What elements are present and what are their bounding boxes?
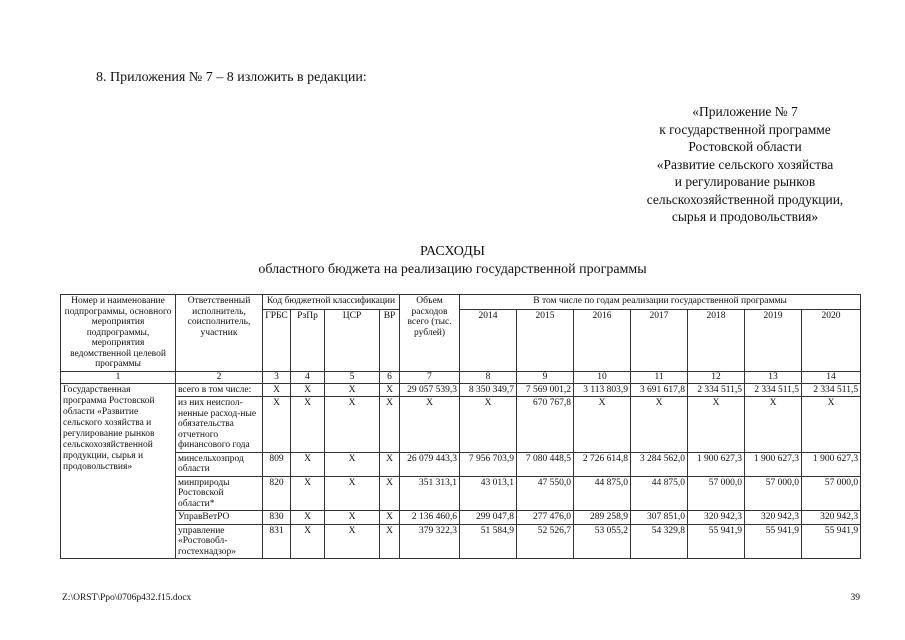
row-year-value: 8 350 349,7 [460, 383, 517, 397]
row-year-value: 289 258,9 [574, 511, 631, 525]
column-number: 7 [400, 371, 460, 383]
row-grbs: 831 [263, 524, 291, 559]
row-year-value: 1 900 627,3 [802, 452, 861, 476]
column-number: 13 [745, 371, 802, 383]
row-year-value: 2 334 511,5 [802, 383, 861, 397]
row-year-value: 670 767,8 [517, 397, 574, 453]
row-executor: минприроды Ростовской области* [176, 476, 263, 511]
column-number: 9 [517, 371, 574, 383]
row-executor: минсельхозпрод области [176, 452, 263, 476]
appendix-line: сырья и продовольствия» [671, 209, 819, 224]
row-vr: X [380, 383, 400, 397]
appendix-line: «Развитие сельского хозяйства [656, 156, 834, 172]
row-total: 26 079 443,3 [400, 452, 460, 476]
row-year-value: 3 284 562,0 [631, 452, 688, 476]
row-executor: всего в том числе: [176, 383, 263, 397]
appendix-block [600, 103, 890, 226]
row-csr: X [325, 383, 380, 397]
row-year-value: 299 047,8 [460, 511, 517, 525]
document-subtitle: областного бюджета на реализацию государственной программы [258, 262, 647, 277]
row-year-value: 52 526,7 [517, 524, 574, 559]
row-grbs: 809 [263, 452, 291, 476]
row-year-value: 57 000,0 [688, 476, 745, 511]
appendix-line: сельскохозяйственной продукции, [646, 191, 844, 207]
row-grbs: X [263, 397, 291, 453]
row-csr: X [325, 397, 380, 453]
header-volume: Объем расходов всего (тыс. рублей) [400, 295, 460, 372]
row-year-value: 55 941,9 [745, 524, 802, 559]
row-csr: X [325, 476, 380, 511]
row-rzpr: X [291, 511, 325, 525]
row-year-value: 2 334 511,5 [688, 383, 745, 397]
appendix-line: Ростовской области [688, 139, 802, 154]
row-year-value: 43 013,1 [460, 476, 517, 511]
column-number-row [61, 371, 861, 383]
appendix-line: «Приложение № 7 [692, 104, 798, 119]
row-year-value: 320 942,3 [745, 511, 802, 525]
row-year-value: 1 900 627,3 [745, 452, 802, 476]
column-number: 6 [380, 371, 400, 383]
row-year-value: X [631, 397, 688, 453]
table-row [61, 397, 861, 453]
row-year-value: 3 113 803,9 [574, 383, 631, 397]
row-vr: X [380, 524, 400, 559]
row-year-value: 320 942,3 [688, 511, 745, 525]
row-rzpr: X [291, 524, 325, 559]
expenses-table [60, 294, 861, 559]
page-number: 39 [850, 593, 860, 603]
row-grbs: X [263, 383, 291, 397]
header-by-years: В том числе по годам реализации государственной программы [460, 295, 861, 310]
header-year: 2014 [460, 309, 517, 371]
header-vr: ВР [380, 309, 400, 371]
table-row [61, 476, 861, 511]
table-row [61, 524, 861, 559]
header-year: 2019 [745, 309, 802, 371]
header-csr: ЦСР [325, 309, 380, 371]
table-row [61, 383, 861, 397]
row-rzpr: X [291, 397, 325, 453]
row-year-value: 55 941,9 [802, 524, 861, 559]
row-year-value: 7 080 448,5 [517, 452, 574, 476]
column-number: 8 [460, 371, 517, 383]
column-number: 2 [176, 371, 263, 383]
row-executor: управление «Ростовобл-гостехнадзор» [176, 524, 263, 559]
row-rzpr: X [291, 476, 325, 511]
row-year-value: 53 055,2 [574, 524, 631, 559]
header-year: 2020 [802, 309, 861, 371]
appendix-line: к государственной программе [659, 121, 831, 137]
row-year-value: 277 476,0 [517, 511, 574, 525]
row-grbs: 820 [263, 476, 291, 511]
header-rzpr: РзПр [291, 309, 325, 371]
header-grbs: ГРБС [263, 309, 291, 371]
row-year-value: 44 875,0 [631, 476, 688, 511]
row-year-value: 307 851,0 [631, 511, 688, 525]
appendix-line: и регулирование рынков [674, 174, 816, 189]
row-year-value: 57 000,0 [745, 476, 802, 511]
header-year: 2018 [688, 309, 745, 371]
column-number: 1 [61, 371, 176, 383]
intro-text: 8. Приложения № 7 – 8 изложить в редакции: [96, 70, 367, 85]
row-year-value: 55 941,9 [688, 524, 745, 559]
row-year-value: X [688, 397, 745, 453]
row-rzpr: X [291, 383, 325, 397]
row-total: 2 136 460,6 [400, 511, 460, 525]
row-year-value: 7 956 703,9 [460, 452, 517, 476]
column-number: 3 [263, 371, 291, 383]
row-year-value: X [745, 397, 802, 453]
column-number: 10 [574, 371, 631, 383]
row-total: X [400, 397, 460, 453]
row-total: 379 322,3 [400, 524, 460, 559]
row-year-value: X [574, 397, 631, 453]
header-budget-code: Код бюджетной классификации [263, 295, 400, 310]
row-year-value: 320 942,3 [802, 511, 861, 525]
column-number: 4 [291, 371, 325, 383]
column-number: 14 [802, 371, 861, 383]
column-number: 11 [631, 371, 688, 383]
row-csr: X [325, 452, 380, 476]
row-year-value: X [460, 397, 517, 453]
footer-file-path: Z:\ORST\Ppo\0706p432.f15.docx [62, 593, 192, 603]
row-year-value: 2 334 511,5 [745, 383, 802, 397]
row-year-value: 7 569 001,2 [517, 383, 574, 397]
row-total: 351 313,1 [400, 476, 460, 511]
header-year: 2017 [631, 309, 688, 371]
row-executor: из них неиспол-ненные расход-ные обязательства отчетного финансового года [176, 397, 263, 453]
row-csr: X [325, 524, 380, 559]
row-executor: УправВетРО [176, 511, 263, 525]
row-vr: X [380, 476, 400, 511]
table-row [61, 511, 861, 525]
column-number: 5 [325, 371, 380, 383]
header-year: 2015 [517, 309, 574, 371]
header-name: Номер и наименование подпрограммы, основного мероприятия подпрограммы, мероприятия ведомственной целевой программы [61, 295, 176, 372]
row-year-value: 1 900 627,3 [688, 452, 745, 476]
row-year-value: 44 875,0 [574, 476, 631, 511]
document-title: РАСХОДЫ [420, 244, 485, 259]
row-year-value: 54 329,8 [631, 524, 688, 559]
row-year-value: 57 000,0 [802, 476, 861, 511]
table-row [61, 452, 861, 476]
program-name: Государственная программа Ростовской области «Развитие сельского хозяйства и регулирование рынков сельскохозяйственной продукции, сырья и продовольствия» [61, 383, 176, 559]
row-vr: X [380, 452, 400, 476]
row-vr: X [380, 397, 400, 453]
row-total: 29 057 539,3 [400, 383, 460, 397]
header-executor: Ответственный исполнитель, соисполнитель, участник [176, 295, 263, 372]
header-year: 2016 [574, 309, 631, 371]
row-grbs: 830 [263, 511, 291, 525]
row-year-value: 3 691 617,8 [631, 383, 688, 397]
row-year-value: 2 726 614,8 [574, 452, 631, 476]
row-vr: X [380, 511, 400, 525]
row-rzpr: X [291, 452, 325, 476]
row-year-value: X [802, 397, 861, 453]
column-number: 12 [688, 371, 745, 383]
row-year-value: 47 550,0 [517, 476, 574, 511]
row-year-value: 51 584,9 [460, 524, 517, 559]
row-csr: X [325, 511, 380, 525]
